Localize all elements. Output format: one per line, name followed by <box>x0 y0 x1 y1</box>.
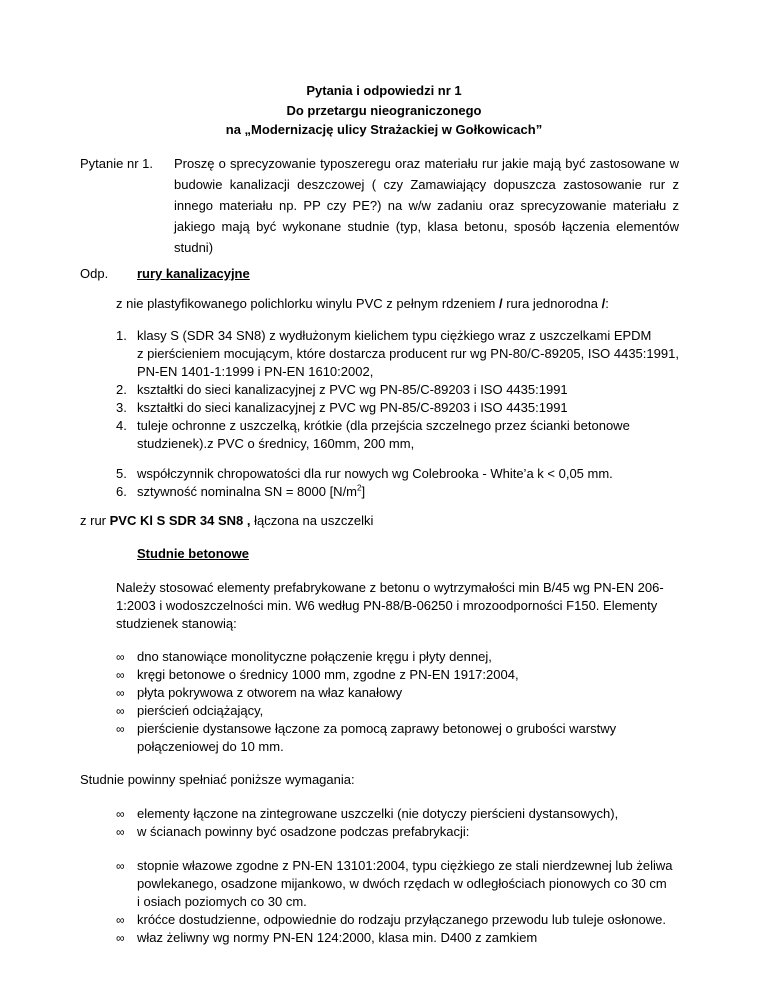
bullet-item: i osiach poziomych co 30 cm. <box>137 894 307 909</box>
wells-intro-line: 1:2003 i wodoszczelności min. W6 według PN-88/B-06250 i mrozoodporności F150. Elementy <box>116 598 658 613</box>
wells-heading: Studnie betonowe <box>137 546 249 561</box>
bullet-item: pierścień odciążający, <box>137 703 264 718</box>
document-subtitle: Do przetargu nieograniczonego <box>286 103 482 118</box>
bullet-item: pierścienie dystansowe łączone za pomocą zaprawy betonowej o grubości warstwy <box>137 721 617 736</box>
bullet-item: płyta pokrywowa z otworem na właz kanałowy <box>137 685 403 700</box>
bullet-icon: ∞ <box>116 931 125 945</box>
bullet-item: elementy łączone na zintegrowane uszczelki (nie dotyczy pierścieni dystansowych), <box>137 806 619 821</box>
question-line-2: budowie kanalizacji deszczowej ( czy Zamawiający dopuszcza zastosowanie rur z <box>174 177 679 192</box>
answer-label: Odp. <box>80 266 109 281</box>
list-item-line: studzienek).z PVC o średnicy, 160mm, 200 mm, <box>137 436 415 451</box>
list-item-line: współczynnik chropowatości dla rur nowych wg Colebrooka - White’a k < 0,05 mm. <box>137 466 613 481</box>
question-line-5: studni) <box>174 240 214 255</box>
wells-intro-line: Należy stosować elementy prefabrykowane z betonu o wytrzymałości min B/45 wg PN-EN 206- <box>116 580 664 595</box>
bullet-icon: ∞ <box>116 722 125 736</box>
list-number: 4. <box>116 418 127 433</box>
pipes-intro: z nie plastyfikowanego polichlorku winylu PVC z pełnym rdzeniem / rura jednorodna /: <box>116 296 609 311</box>
bullet-item: powlekanego, osadzone mijankowo, w dwóch rzędach w odległościach pionowych co 30 cm <box>137 876 667 891</box>
list-item-line: kształtki do sieci kanalizacyjnej z PVC wg PN-85/C-89203 i ISO 4435:1991 <box>137 382 568 397</box>
list-item-line: z pierścieniem mocującym, które dostarcza producent rur wg PN-80/C-89205, ISO 4435:1991, <box>137 346 679 361</box>
bullet-item: kręgi betonowe o średnicy 1000 mm, zgodne z PN-EN 1917:2004, <box>137 667 519 682</box>
bullet-item: właz żeliwny wg normy PN-EN 124:2000, klasa min. D400 z zamkiem <box>137 930 538 945</box>
document-project-name: na „Modernizację ulicy Strażackiej w Gołkowicach” <box>225 122 543 137</box>
bullet-icon: ∞ <box>116 686 125 700</box>
bullet-item: stopnie włazowe zgodne z PN-EN 13101:2004, typu ciężkiego ze stali nierdzewnej lub żeliwa <box>137 858 673 873</box>
pipe-summary: z rur PVC Kl S SDR 34 SN8 , łączona na uszczelki <box>80 513 374 528</box>
bullet-item: dno stanowiące monolityczne połączenie kręgu i płyty dennej, <box>137 649 492 664</box>
question-label: Pytanie nr 1. <box>80 156 153 171</box>
list-number: 3. <box>116 400 127 415</box>
list-item-line: sztywność nominalna SN = 8000 $[N/m^2]$ <box>137 483 366 499</box>
bullet-item: w ścianach powinny być osadzone podczas prefabrykacji: <box>137 824 470 839</box>
bullet-icon: ∞ <box>116 859 125 873</box>
pipes-heading: rury kanalizacyjne <box>137 266 250 281</box>
list-number: 6. <box>116 484 127 499</box>
bullet-icon: ∞ <box>116 913 125 927</box>
list-item-line: tuleje ochronne z uszczelką, krótkie (dla przejścia szczelnego przez ścianki betonowe <box>137 418 630 433</box>
bullet-icon: ∞ <box>116 650 125 664</box>
list-number: 1. <box>116 328 127 343</box>
wells-intro-line: studzienek stanowią: <box>116 616 237 631</box>
requirements-intro: Studnie powinny spełniać poniższe wymagania: <box>80 772 355 787</box>
list-number: 5. <box>116 466 127 481</box>
list-item-line: kształtki do sieci kanalizacyjnej z PVC wg PN-85/C-89203 i ISO 4435:1991 <box>137 400 568 415</box>
question-line-3: innego materiału np. PP czy PE?) na w/w zadaniu oraz sprecyzowanie materiału z <box>174 198 679 213</box>
question-line-1: Proszę o sprecyzowanie typoszeregu oraz materiału rur jakie mają być zastosowane w <box>174 156 679 171</box>
bullet-icon: ∞ <box>116 704 125 718</box>
list-number: 2. <box>116 382 127 397</box>
question-line-4: jakiego mają być wykonane studnie (typ, klasa betonu, sposób łączenia elementów <box>174 219 679 234</box>
document-title: Pytania i odpowiedzi nr 1 <box>306 83 462 98</box>
list-item-line: klasy S (SDR 34 SN8) z wydłużonym kielichem typu ciężkiego wraz z uszczelkami EPDM <box>137 328 652 343</box>
bullet-icon: ∞ <box>116 807 125 821</box>
bullet-item: króćce dostudzienne, odpowiednie do rodzaju przyłączanego przewodu lub tuleje osłonowe. <box>137 912 667 927</box>
bullet-icon: ∞ <box>116 668 125 682</box>
bullet-item: połączeniowej do 10 mm. <box>137 739 284 754</box>
list-item-line: PN-EN 1401-1:1999 i PN-EN 1610:2002, <box>137 364 374 379</box>
bullet-icon: ∞ <box>116 825 125 839</box>
